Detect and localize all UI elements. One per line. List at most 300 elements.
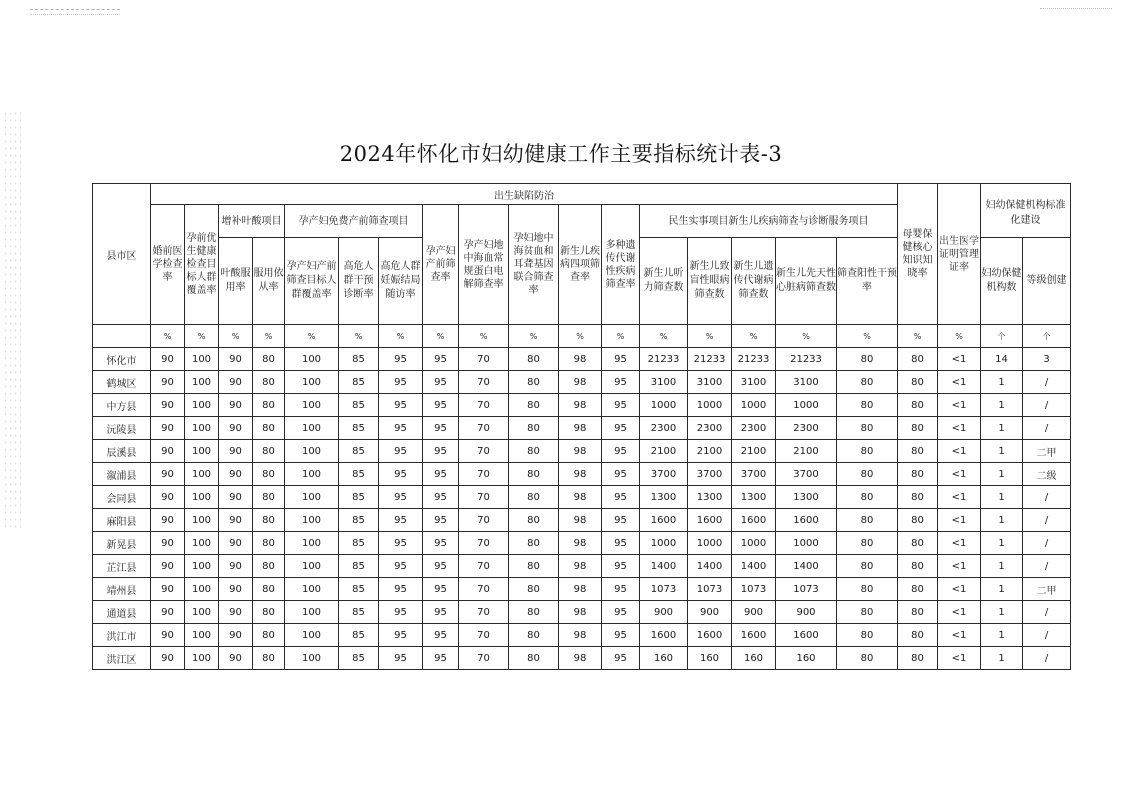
table-cell: 80 <box>837 555 898 578</box>
table-cell: 100 <box>185 348 219 371</box>
table-cell: / <box>1023 509 1071 532</box>
table-cell: 80 <box>898 394 938 417</box>
col-highrisk-intervention: 高危人群干预诊断率 <box>339 238 379 325</box>
table-cell: 80 <box>898 578 938 601</box>
table-cell: 80 <box>253 417 285 440</box>
table-cell: 1300 <box>640 486 688 509</box>
table-cell: 100 <box>185 601 219 624</box>
scan-artifact-top-left <box>30 9 120 15</box>
table-cell: 1 <box>981 509 1023 532</box>
table-cell: <1 <box>938 601 981 624</box>
table-cell: 1 <box>981 624 1023 647</box>
table-cell: 160 <box>776 647 837 670</box>
table-cell: 70 <box>459 371 509 394</box>
table-cell: 95 <box>602 555 640 578</box>
col-folic-compliance: 服用依从率 <box>253 238 285 325</box>
table-cell: 1 <box>981 532 1023 555</box>
table-cell: 80 <box>837 647 898 670</box>
table-row <box>93 647 1071 670</box>
table-cell: 70 <box>459 647 509 670</box>
table-cell: 80 <box>253 578 285 601</box>
unit-cell: 个 <box>1023 325 1071 348</box>
table-cell: 160 <box>688 647 732 670</box>
table-cell: 90 <box>151 555 185 578</box>
table-cell: <1 <box>938 394 981 417</box>
col-eye: 新生儿致盲性眼病筛查数 <box>688 238 732 325</box>
county-name: 靖州县 <box>93 578 151 601</box>
table-cell: 100 <box>185 486 219 509</box>
table-cell: 80 <box>837 624 898 647</box>
table-cell: 90 <box>219 532 253 555</box>
unit-cell: % <box>509 325 559 348</box>
table-cell: 3100 <box>688 371 732 394</box>
indicator-table <box>92 183 1071 670</box>
table-cell: 90 <box>219 555 253 578</box>
table-cell: 1 <box>981 440 1023 463</box>
table-cell: 1400 <box>732 555 776 578</box>
table-cell: 100 <box>285 417 339 440</box>
table-cell: 100 <box>285 647 339 670</box>
table-cell: 900 <box>688 601 732 624</box>
table-cell: 95 <box>602 509 640 532</box>
table-cell: 80 <box>837 348 898 371</box>
table-row <box>93 509 1071 532</box>
table-cell: 80 <box>898 371 938 394</box>
table-cell: 85 <box>339 647 379 670</box>
table-cell: 900 <box>640 601 688 624</box>
table-cell: 95 <box>602 348 640 371</box>
table-cell: 95 <box>602 394 640 417</box>
table-cell: 90 <box>151 394 185 417</box>
table-cell: 85 <box>339 440 379 463</box>
table-cell: 3700 <box>640 463 688 486</box>
units-row <box>93 325 1071 348</box>
table-cell: 80 <box>509 371 559 394</box>
col-inst-count: 妇幼保健机构数 <box>981 238 1023 325</box>
col-positive: 筛查阳性干预率 <box>837 238 898 325</box>
table-cell: 95 <box>423 440 459 463</box>
table-cell: 1073 <box>640 578 688 601</box>
table-cell: 80 <box>509 601 559 624</box>
table-cell: 100 <box>285 532 339 555</box>
table-cell: 80 <box>837 486 898 509</box>
col-pregestation: 孕前优生健康检查目标人群覆盖率 <box>185 205 219 325</box>
col-prenatal-screen: 孕产妇产前筛查率 <box>423 205 459 325</box>
table-cell: 100 <box>285 486 339 509</box>
table-cell: 80 <box>898 440 938 463</box>
unit-cell: % <box>253 325 285 348</box>
table-cell: 3 <box>1023 348 1071 371</box>
table-cell: 80 <box>837 440 898 463</box>
table-cell: 1000 <box>640 394 688 417</box>
scan-artifact-top-right <box>1040 8 1112 9</box>
table-cell: 1400 <box>688 555 732 578</box>
group-maternal-knowledge: 母婴保健核心知识知晓率 <box>898 184 938 325</box>
col-premarital: 婚前医学检查率 <box>151 205 185 325</box>
table-cell: 95 <box>602 532 640 555</box>
table-row <box>93 601 1071 624</box>
table-cell: 95 <box>423 601 459 624</box>
table-cell: 900 <box>776 601 837 624</box>
unit-cell: % <box>837 325 898 348</box>
table-cell: 95 <box>379 509 423 532</box>
table-cell: 95 <box>379 555 423 578</box>
table-cell: <1 <box>938 463 981 486</box>
table-cell: 21233 <box>688 348 732 371</box>
table-cell: 90 <box>219 394 253 417</box>
table-cell: 95 <box>379 486 423 509</box>
table-cell: 90 <box>151 440 185 463</box>
table-cell: 95 <box>423 463 459 486</box>
table-cell: 1600 <box>776 624 837 647</box>
table-cell: 80 <box>509 348 559 371</box>
table-cell: 90 <box>151 578 185 601</box>
table-cell: 98 <box>559 601 602 624</box>
table-cell: <1 <box>938 348 981 371</box>
table-cell: 80 <box>837 417 898 440</box>
table-cell: 90 <box>219 647 253 670</box>
table-cell: 100 <box>285 624 339 647</box>
unit-cell: % <box>459 325 509 348</box>
table-cell: 95 <box>379 647 423 670</box>
table-cell: 95 <box>423 578 459 601</box>
table-cell: 100 <box>185 578 219 601</box>
table-cell: <1 <box>938 555 981 578</box>
table-cell: 95 <box>602 463 640 486</box>
table-cell: / <box>1023 624 1071 647</box>
table-cell: 90 <box>151 532 185 555</box>
table-cell: 160 <box>732 647 776 670</box>
table-cell: <1 <box>938 486 981 509</box>
unit-cell: % <box>151 325 185 348</box>
table-cell: 95 <box>379 440 423 463</box>
group-birth-cert: 出生医学证明管理证率 <box>938 184 981 325</box>
table-cell: 85 <box>339 394 379 417</box>
table-cell: 95 <box>379 371 423 394</box>
table-cell: 90 <box>151 486 185 509</box>
table-cell: 1073 <box>776 578 837 601</box>
table-cell: 100 <box>185 417 219 440</box>
county-name: 芷江县 <box>93 555 151 578</box>
table-cell: 100 <box>185 624 219 647</box>
page-title: 2024年怀化市妇幼健康工作主要指标统计表-3 <box>339 142 783 166</box>
table-cell: 80 <box>509 463 559 486</box>
county-name: 鹤城区 <box>93 371 151 394</box>
table-cell: <1 <box>938 532 981 555</box>
table-cell: 90 <box>219 440 253 463</box>
table-cell: 70 <box>459 348 509 371</box>
table-cell: 95 <box>602 371 640 394</box>
county-name: 洪江市 <box>93 624 151 647</box>
county-name: 会同县 <box>93 486 151 509</box>
table-cell: 80 <box>253 348 285 371</box>
table-cell: 2100 <box>776 440 837 463</box>
table-cell: 1300 <box>732 486 776 509</box>
table-cell: 2300 <box>776 417 837 440</box>
table-cell: 21233 <box>732 348 776 371</box>
table-cell: 95 <box>379 394 423 417</box>
table-cell: 2300 <box>640 417 688 440</box>
table-cell: 70 <box>459 463 509 486</box>
table-cell: 2100 <box>688 440 732 463</box>
table-cell: 70 <box>459 532 509 555</box>
table-cell: 95 <box>379 417 423 440</box>
table-cell: 70 <box>459 578 509 601</box>
table-cell: 1000 <box>776 394 837 417</box>
table-cell: 95 <box>379 348 423 371</box>
table-cell: 80 <box>898 624 938 647</box>
table-cell: 1000 <box>640 532 688 555</box>
table-cell: 80 <box>898 463 938 486</box>
table-cell: 80 <box>509 578 559 601</box>
table-cell: 98 <box>559 578 602 601</box>
table-cell: 80 <box>253 624 285 647</box>
table-cell: 1300 <box>776 486 837 509</box>
table-cell: 二甲 <box>1023 440 1071 463</box>
table-cell: 80 <box>509 647 559 670</box>
table-cell: / <box>1023 417 1071 440</box>
table-cell: 1600 <box>688 624 732 647</box>
table-cell: 95 <box>423 555 459 578</box>
table-cell: 1600 <box>688 509 732 532</box>
group-birth-defects: 出生缺陷防治 <box>151 184 898 205</box>
county-name: 辰溪县 <box>93 440 151 463</box>
table-cell: 80 <box>253 371 285 394</box>
table-cell: 100 <box>185 440 219 463</box>
table-cell: 85 <box>339 532 379 555</box>
table-cell: 95 <box>379 601 423 624</box>
table-cell: 95 <box>379 578 423 601</box>
table-cell: 100 <box>185 647 219 670</box>
table-cell: <1 <box>938 624 981 647</box>
table-cell: 80 <box>898 509 938 532</box>
table-cell: 1300 <box>688 486 732 509</box>
table-cell: 2100 <box>640 440 688 463</box>
table-cell: / <box>1023 647 1071 670</box>
table-cell: 90 <box>151 417 185 440</box>
table-cell: 70 <box>459 555 509 578</box>
table-cell: 80 <box>253 486 285 509</box>
table-cell: 100 <box>185 532 219 555</box>
table-cell: / <box>1023 371 1071 394</box>
table-row <box>93 532 1071 555</box>
table-cell: 1 <box>981 486 1023 509</box>
table-cell: 3700 <box>688 463 732 486</box>
table-cell: 70 <box>459 601 509 624</box>
table-cell: 85 <box>339 624 379 647</box>
table-cell: 1000 <box>688 532 732 555</box>
table-cell: 80 <box>509 486 559 509</box>
table-row <box>93 486 1071 509</box>
table-cell: 95 <box>602 624 640 647</box>
table-cell: 95 <box>602 647 640 670</box>
group-newborn-project: 民生实事项目新生儿疾病筛查与诊断服务项目 <box>640 205 898 238</box>
col-thal-blood: 孕产妇地中海血常规蛋白电解筛查率 <box>459 205 509 325</box>
unit-cell: % <box>688 325 732 348</box>
table-cell: 1600 <box>732 509 776 532</box>
table-cell: 85 <box>339 509 379 532</box>
table-cell: <1 <box>938 578 981 601</box>
table-cell: 80 <box>837 371 898 394</box>
table-cell: 80 <box>509 417 559 440</box>
col-genetic: 新生儿遗传代谢病筛查数 <box>732 238 776 325</box>
unit-cell: % <box>219 325 253 348</box>
table-cell: 95 <box>423 509 459 532</box>
table-cell: 90 <box>151 371 185 394</box>
table-cell: 1 <box>981 601 1023 624</box>
table-cell: 80 <box>509 440 559 463</box>
county-header: 县市区 <box>93 184 151 325</box>
table-cell: 80 <box>898 486 938 509</box>
table-cell: 100 <box>285 555 339 578</box>
county-name: 中方县 <box>93 394 151 417</box>
table-cell: 1000 <box>732 394 776 417</box>
table-cell: <1 <box>938 509 981 532</box>
table-cell: 80 <box>509 555 559 578</box>
table-cell: 98 <box>559 394 602 417</box>
table-cell: 98 <box>559 463 602 486</box>
county-name: 麻阳县 <box>93 509 151 532</box>
table-cell: 85 <box>339 555 379 578</box>
table-cell: 70 <box>459 509 509 532</box>
table-cell: 90 <box>219 486 253 509</box>
table-cell: 95 <box>602 578 640 601</box>
table-cell: 3700 <box>776 463 837 486</box>
table-cell: 85 <box>339 348 379 371</box>
table-cell: 90 <box>219 371 253 394</box>
table-cell: 21233 <box>640 348 688 371</box>
table-cell: 80 <box>253 394 285 417</box>
table-cell: 1 <box>981 555 1023 578</box>
table-cell: 85 <box>339 463 379 486</box>
table-cell: 1600 <box>732 624 776 647</box>
table-cell: 70 <box>459 394 509 417</box>
table-cell: 160 <box>640 647 688 670</box>
table-cell: 98 <box>559 624 602 647</box>
unit-cell: % <box>339 325 379 348</box>
table-cell: 1 <box>981 394 1023 417</box>
table-cell: 80 <box>898 555 938 578</box>
scan-artifact-left-edge <box>3 110 21 530</box>
table-cell: 2300 <box>688 417 732 440</box>
table-cell: 14 <box>981 348 1023 371</box>
table-cell: 1 <box>981 463 1023 486</box>
table-row <box>93 417 1071 440</box>
table-cell: 98 <box>559 348 602 371</box>
table-cell: 90 <box>219 463 253 486</box>
table-cell: 100 <box>285 371 339 394</box>
table-cell: 95 <box>423 647 459 670</box>
county-name: 溆浦县 <box>93 463 151 486</box>
col-prenatal-coverage: 孕产妇产前筛查目标人群覆盖率 <box>285 238 339 325</box>
table-cell: 100 <box>285 463 339 486</box>
table-cell: 70 <box>459 486 509 509</box>
table-cell: 95 <box>602 486 640 509</box>
table-cell: <1 <box>938 440 981 463</box>
table-cell: 1000 <box>732 532 776 555</box>
table-cell: 95 <box>379 463 423 486</box>
col-thal-gene: 孕妇地中海贫血和耳聋基因联合筛查率 <box>509 205 559 325</box>
table-cell: 90 <box>151 601 185 624</box>
table-cell: 1 <box>981 371 1023 394</box>
table-cell: 100 <box>185 394 219 417</box>
table-cell: 900 <box>732 601 776 624</box>
table-cell: 70 <box>459 624 509 647</box>
unit-cell: % <box>938 325 981 348</box>
table-cell: 80 <box>898 417 938 440</box>
table-cell: 90 <box>151 463 185 486</box>
unit-cell: % <box>379 325 423 348</box>
table-cell: 80 <box>837 394 898 417</box>
group-institution: 妇幼保健机构标准化建设 <box>981 184 1071 238</box>
county-name: 通道县 <box>93 601 151 624</box>
col-heart: 新生儿先天性心脏病筛查数 <box>776 238 837 325</box>
table-cell: 100 <box>285 509 339 532</box>
table-cell: 80 <box>253 463 285 486</box>
table-cell: 80 <box>509 532 559 555</box>
table-cell: 80 <box>253 555 285 578</box>
unit-cell: % <box>423 325 459 348</box>
col-metabolic: 多种遗传代谢性疾病筛查率 <box>602 205 640 325</box>
table-cell: 95 <box>423 371 459 394</box>
table-cell: 100 <box>185 371 219 394</box>
table-cell: 3100 <box>640 371 688 394</box>
table-cell: 98 <box>559 417 602 440</box>
table-cell: 80 <box>253 647 285 670</box>
table-cell: 100 <box>185 555 219 578</box>
table-cell: 90 <box>219 509 253 532</box>
table-cell: 100 <box>285 348 339 371</box>
table-cell: 90 <box>151 509 185 532</box>
unit-cell: % <box>559 325 602 348</box>
table-row <box>93 348 1071 371</box>
table-cell: 80 <box>898 532 938 555</box>
table-cell: 1400 <box>776 555 837 578</box>
table-cell: 80 <box>837 578 898 601</box>
table-cell: 95 <box>602 601 640 624</box>
table-cell: 2300 <box>732 417 776 440</box>
table-row <box>93 555 1071 578</box>
table-cell: 90 <box>219 624 253 647</box>
table-cell: 85 <box>339 371 379 394</box>
table-cell: 98 <box>559 647 602 670</box>
table-cell: 80 <box>253 509 285 532</box>
table-cell: 1600 <box>640 509 688 532</box>
units-row-blank <box>93 325 151 348</box>
table-cell: 80 <box>253 601 285 624</box>
table-cell: 80 <box>253 532 285 555</box>
table-row <box>93 371 1071 394</box>
table-cell: 80 <box>898 647 938 670</box>
table-cell: / <box>1023 394 1071 417</box>
table-row <box>93 463 1071 486</box>
table-cell: 100 <box>185 463 219 486</box>
table-cell: 80 <box>837 532 898 555</box>
table-cell: 1 <box>981 578 1023 601</box>
table-cell: <1 <box>938 647 981 670</box>
table-cell: 95 <box>423 394 459 417</box>
table-cell: 100 <box>285 578 339 601</box>
table-cell: 90 <box>219 348 253 371</box>
table-cell: 80 <box>837 463 898 486</box>
county-name: 洪江区 <box>93 647 151 670</box>
unit-cell: 个 <box>981 325 1023 348</box>
table-cell: <1 <box>938 371 981 394</box>
table-cell: 3700 <box>732 463 776 486</box>
table-cell: / <box>1023 532 1071 555</box>
table-cell: 90 <box>219 417 253 440</box>
table-cell: 80 <box>898 601 938 624</box>
